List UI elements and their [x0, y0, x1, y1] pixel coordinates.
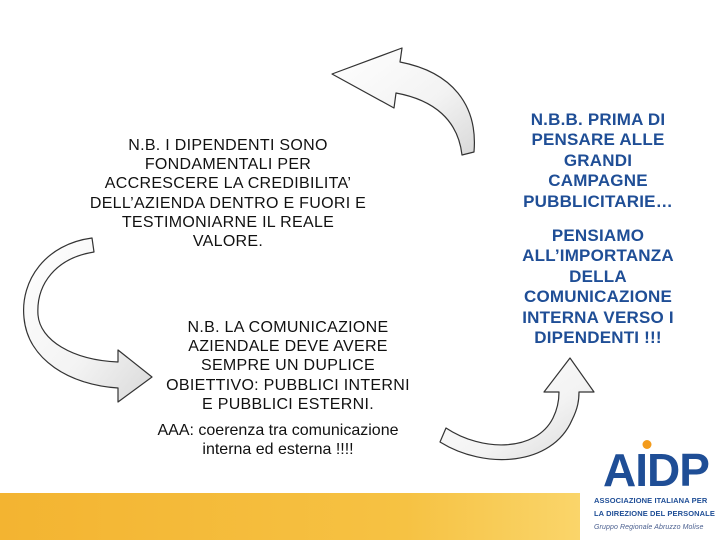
left-bottom-paragraph: N.B. LA COMUNICAZIONE AZIENDALE DEVE AVERE SEMPRE UN DUPLICE OBIETTIVO: PUBBLICI INTERNI E PUBBLICI ESTERNI.: [166, 319, 410, 413]
left-note-paragraph: AAA: coerenza tra comunicazione interna ed esterna !!!!: [157, 422, 399, 459]
curved-arrow-icon: [440, 358, 594, 460]
footer-bar: [0, 493, 580, 540]
right-title-paragraph: N.B.B. PRIMA DI PENSARE ALLE GRANDI CAMPAGNE PUBBLICITARIE…: [523, 110, 673, 211]
logo-text-line-2: LA DIREZIONE DEL PERSONALE: [594, 509, 715, 518]
right-body-paragraph: PENSIAMO ALL’IMPORTANZA DELLA COMUNICAZIONE INTERNA VERSO I DIPENDENTI !!!: [522, 226, 674, 347]
logo-text-line-3: Gruppo Regionale Abruzzo Molise: [594, 524, 704, 531]
logo-wordmark: AIDP: [603, 444, 709, 488]
left-top-paragraph: N.B. I DIPENDENTI SONO FONDAMENTALI PER ACCRESCERE LA CREDIBILITA’ DELL’AZIENDA DENTRO E FUORI E TESTIMONIARNE IL REALE VALORE.: [89, 137, 367, 250]
aidp-logo: [584, 432, 720, 540]
aidp-logo-icon: [596, 440, 716, 488]
logo-text-line-1: ASSOCIAZIONE ITALIANA PER: [594, 496, 708, 505]
